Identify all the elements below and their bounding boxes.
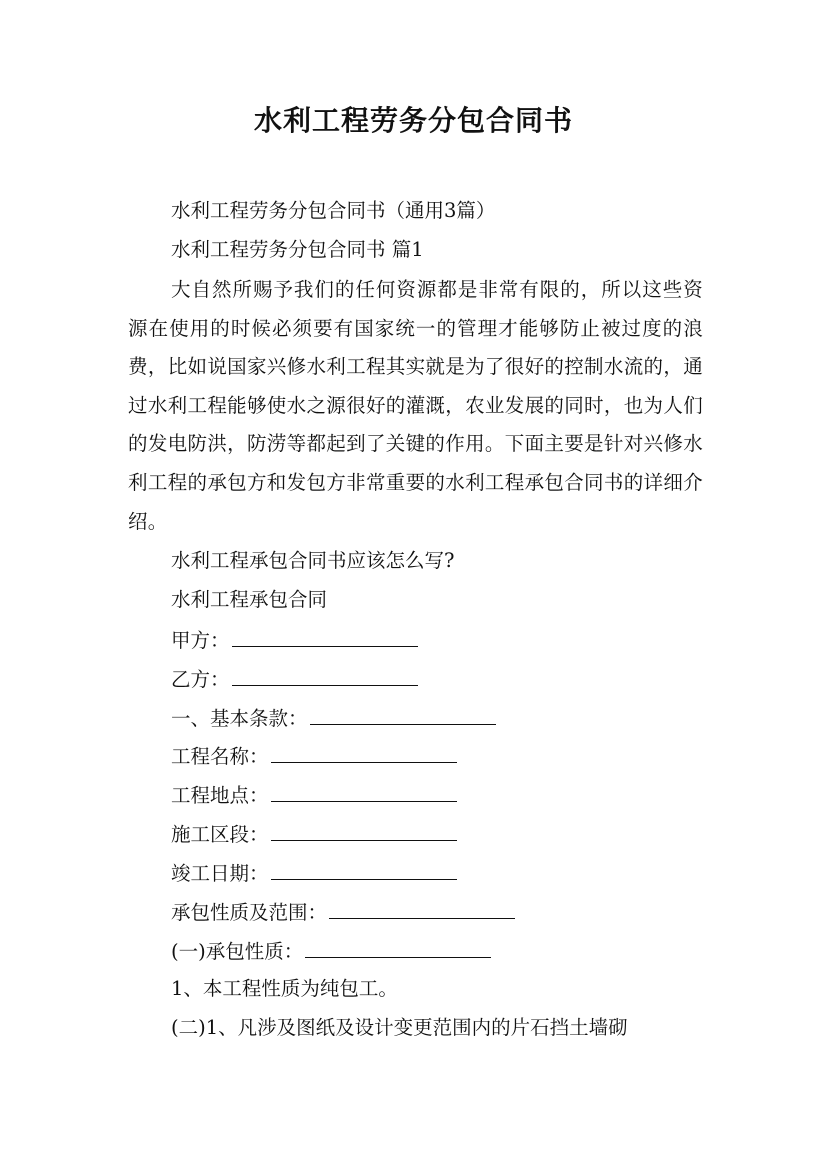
project-name-field — [171, 742, 711, 770]
party-b-blank — [232, 665, 418, 686]
question-line: 水利工程承包合同书应该怎么写? — [171, 549, 455, 572]
party-b-field — [171, 665, 711, 693]
completion-date-blank — [271, 859, 457, 880]
construction-section-field — [171, 820, 711, 848]
party-a-field — [171, 626, 711, 654]
project-location-field — [171, 781, 711, 809]
item-2-line: (二)1、凡涉及图纸及设计变更范围内的片石挡土墙砌 — [171, 1016, 628, 1039]
basic-terms-label: 一、基本条款： — [171, 707, 308, 730]
contract-nature-scope-blank — [329, 898, 515, 919]
contract-nature-scope-field — [171, 898, 711, 926]
construction-section-blank — [271, 820, 457, 841]
contract-nature-label: (一)承包性质： — [171, 940, 304, 963]
project-name-label: 工程名称： — [171, 745, 269, 768]
section-heading: 水利工程劳务分包合同书 篇1 — [171, 238, 424, 261]
item-1-line: 1、本工程性质为纯包工。 — [171, 977, 398, 1000]
contract-nature-scope-label: 承包性质及范围： — [171, 901, 328, 924]
document-title: 水利工程劳务分包合同书 — [253, 104, 573, 137]
party-a-label: 甲方： — [171, 629, 230, 652]
party-a-blank — [232, 626, 418, 647]
completion-date-field — [171, 859, 711, 887]
contract-nature-blank — [305, 937, 491, 958]
completion-date-label: 竣工日期： — [171, 862, 269, 885]
basic-terms-field — [171, 704, 711, 732]
contract-title: 水利工程承包合同 — [171, 588, 328, 611]
party-b-label: 乙方： — [171, 668, 230, 691]
construction-section-label: 施工区段： — [171, 823, 269, 846]
project-location-blank — [271, 781, 457, 802]
intro-paragraph: 大自然所赐予我们的任何资源都是非常有限的，所以这些资源在使用的时候必须要有国家统一的管理才能够防止被过度的浪费，比如说国家兴修水利工程其实就是为了很好的控制水流的，通过水利工程能够使水之源很好的灌溉，农业发展的同时，也为人们的发电防洪，防涝等都起到了关键的作用。下面主要是针对兴修水利工程的承包方和发包方非常重要的水利工程承包合同书的详细介绍。 — [128, 278, 703, 533]
document-subtitle: 水利工程劳务分包合同书（通用3篇） — [171, 199, 496, 222]
project-location-label: 工程地点： — [171, 784, 269, 807]
project-name-blank — [271, 742, 457, 763]
contract-nature-field — [171, 937, 711, 965]
basic-terms-blank — [310, 704, 496, 725]
